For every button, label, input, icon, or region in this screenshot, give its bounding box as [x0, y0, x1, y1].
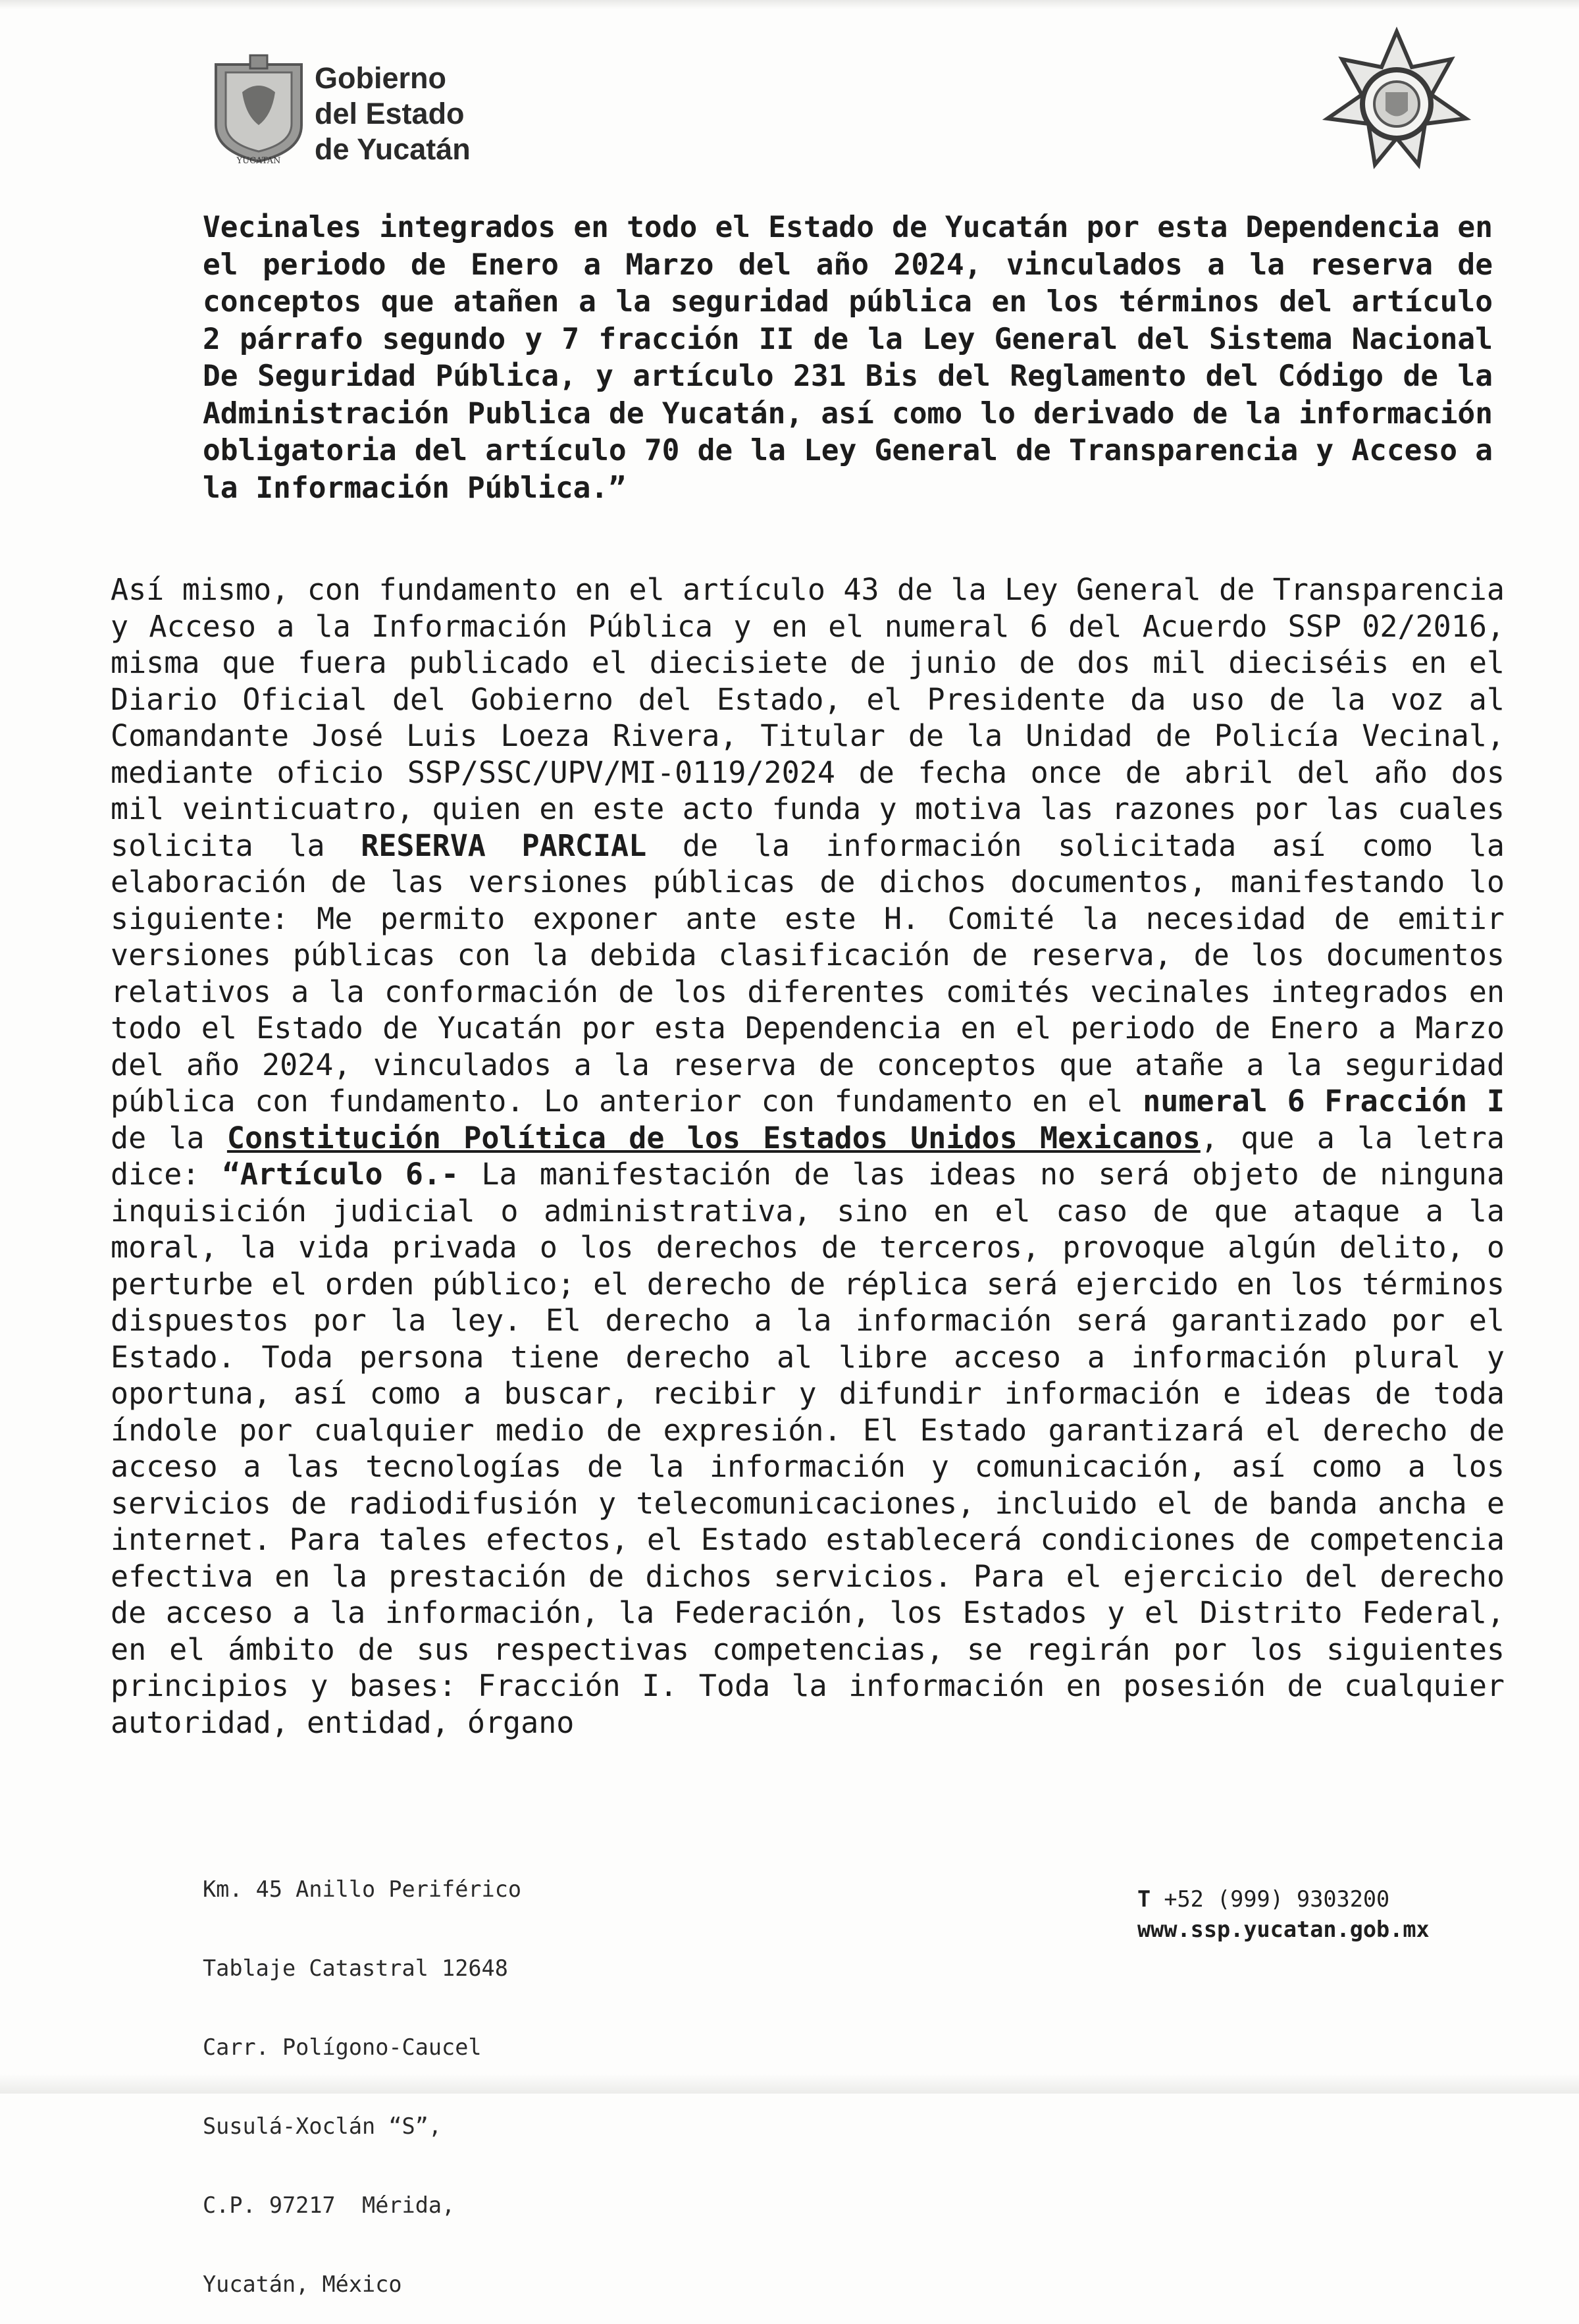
scan-edge-top	[0, 0, 1579, 9]
address-line: C.P. 97217 Mérida,	[203, 2192, 455, 2218]
logo-line-3: de Yucatán	[315, 132, 471, 166]
constitucion-emphasis: Constitución Política de los Estados Unidos Mexicanos	[226, 1120, 1201, 1155]
government-logo-text	[315, 61, 471, 167]
address-line: Carr. Polígono-Caucel	[203, 2034, 482, 2060]
footer-contact	[1137, 1884, 1430, 1945]
coat-of-arms-icon	[209, 53, 308, 166]
logo-line-2: del Estado	[315, 97, 465, 130]
address-line: Tablaje Catastral 12648	[203, 1955, 508, 1981]
numeral-emphasis: numeral 6 Fracción I	[1143, 1084, 1505, 1119]
quote-paragraph: Vecinales integrados en todo el Estado de Yucatán por esta Dependencia en el periodo de Enero a Marzo del año 2024, vinculados a la reserva de conceptos que atañen a la seguridad pública en los términos del artículo 2 párrafo segundo y 7 fracción II de la Ley General del Sistema Nacional De Seguridad Pública, y artículo 231 Bis del Reglamento del Código de la Administración Publica de Yucatán, así como lo derivado de la información obligatoria del artículo 70 de la Ley General de Transparencia y Acceso a la Información Pública.”	[203, 211, 1493, 505]
body-part-4: , que a la letra dice:	[111, 1120, 1505, 1192]
reserva-parcial-emphasis: RESERVA PARCIAL	[361, 828, 647, 863]
address-line: Km. 45 Anillo Periférico	[203, 1876, 522, 1902]
website-link: www.ssp.yucatan.gob.mx	[1137, 1916, 1430, 1942]
logo-caption: YUCATAN	[236, 156, 281, 166]
body-part-5: La manifestación de las ideas no será objeto de ninguna inquisición judicial o administrativa, sino en el caso de que ataque a la moral, la vida privada o los derechos de terceros, provoque algún delito, o perturbe el orden público; el derecho de réplica será ejercido en los términos dispuestos por la ley. El derecho a la información será garantizado por el Estado. Toda persona tiene derecho al libre acceso a información plural y oportuna, así como a buscar, recibir y difundir información e ideas de toda índole por cualquier medio de expresión. El Estado garantizará el derecho de acceso a las tecnologías de la información y comunicación, así como a los servicios de radiodifusión y telecomunicaciones, incluido el de banda ancha e internet. Para tales efectos, el Estado establecerá condiciones de competencia efectiva en la prestación de dichos servicios. Para el ejercicio del derecho de acceso a la información, la Federación, los Estados y el Distrito Federal, en el ámbito de sus respectivas competencias, se regirán por los siguientes principios y bases: Fracción I. Toda la información en posesión de cualquier autoridad, entidad, órgano	[111, 1157, 1505, 1740]
articulo-emphasis: “Artículo 6.-	[222, 1157, 459, 1192]
phone-label: T	[1137, 1886, 1151, 1912]
quoted-request-text	[203, 209, 1493, 507]
logo-line-1: Gobierno	[315, 61, 446, 95]
address-line: Susulá-Xoclán “S”,	[203, 2113, 442, 2139]
body-text	[111, 571, 1505, 1741]
address-line: Yucatán, México	[203, 2271, 402, 2297]
police-badge-icon	[1320, 26, 1474, 174]
body-part-2: de la información solicitada así como la elaboración de las versiones públicas de dichos documentos, manifestando lo siguiente: Me permito exponer ante este H. Comité la necesidad de emitir versiones públicas con la debida clasificación de reserva, de los documentos relativos a la conformación de los diferentes comités vecinales integrados en todo el Estado de Yucatán por esta Dependencia en el periodo de Enero a Marzo del año 2024, vinculados a la reserva de conceptos que atañe a la seguridad pública con fundamento. Lo anterior con fundamento en el	[111, 828, 1505, 1119]
body-part-1: Así mismo, con fundamento en el artículo 43 de la Ley General de Transparencia y Acceso a la Información Pública y en el numeral 6 del Acuerdo SSP 02/2016, misma que fuera publicado el diecisiete de junio de dos mil dieciséis en el Diario Oficial del Gobierno del Estado, el Presidente da uso de la voz al Comandante José Luis Loeza Rivera, Titular de la Unidad de Policía Vecinal, mediante oficio SSP/SSC/UPV/MI-0119/2024 de fecha once de abril del año dos mil veinticuatro, quien en este acto funda y motiva las razones por las cuales solicita la	[111, 572, 1505, 863]
body-part-3: de la	[111, 1120, 227, 1155]
body-paragraph	[111, 571, 1505, 1741]
phone-line	[1137, 1884, 1430, 1915]
phone-number: +52 (999) 9303200	[1164, 1886, 1390, 1912]
scan-edge-bottom	[0, 2074, 1579, 2094]
